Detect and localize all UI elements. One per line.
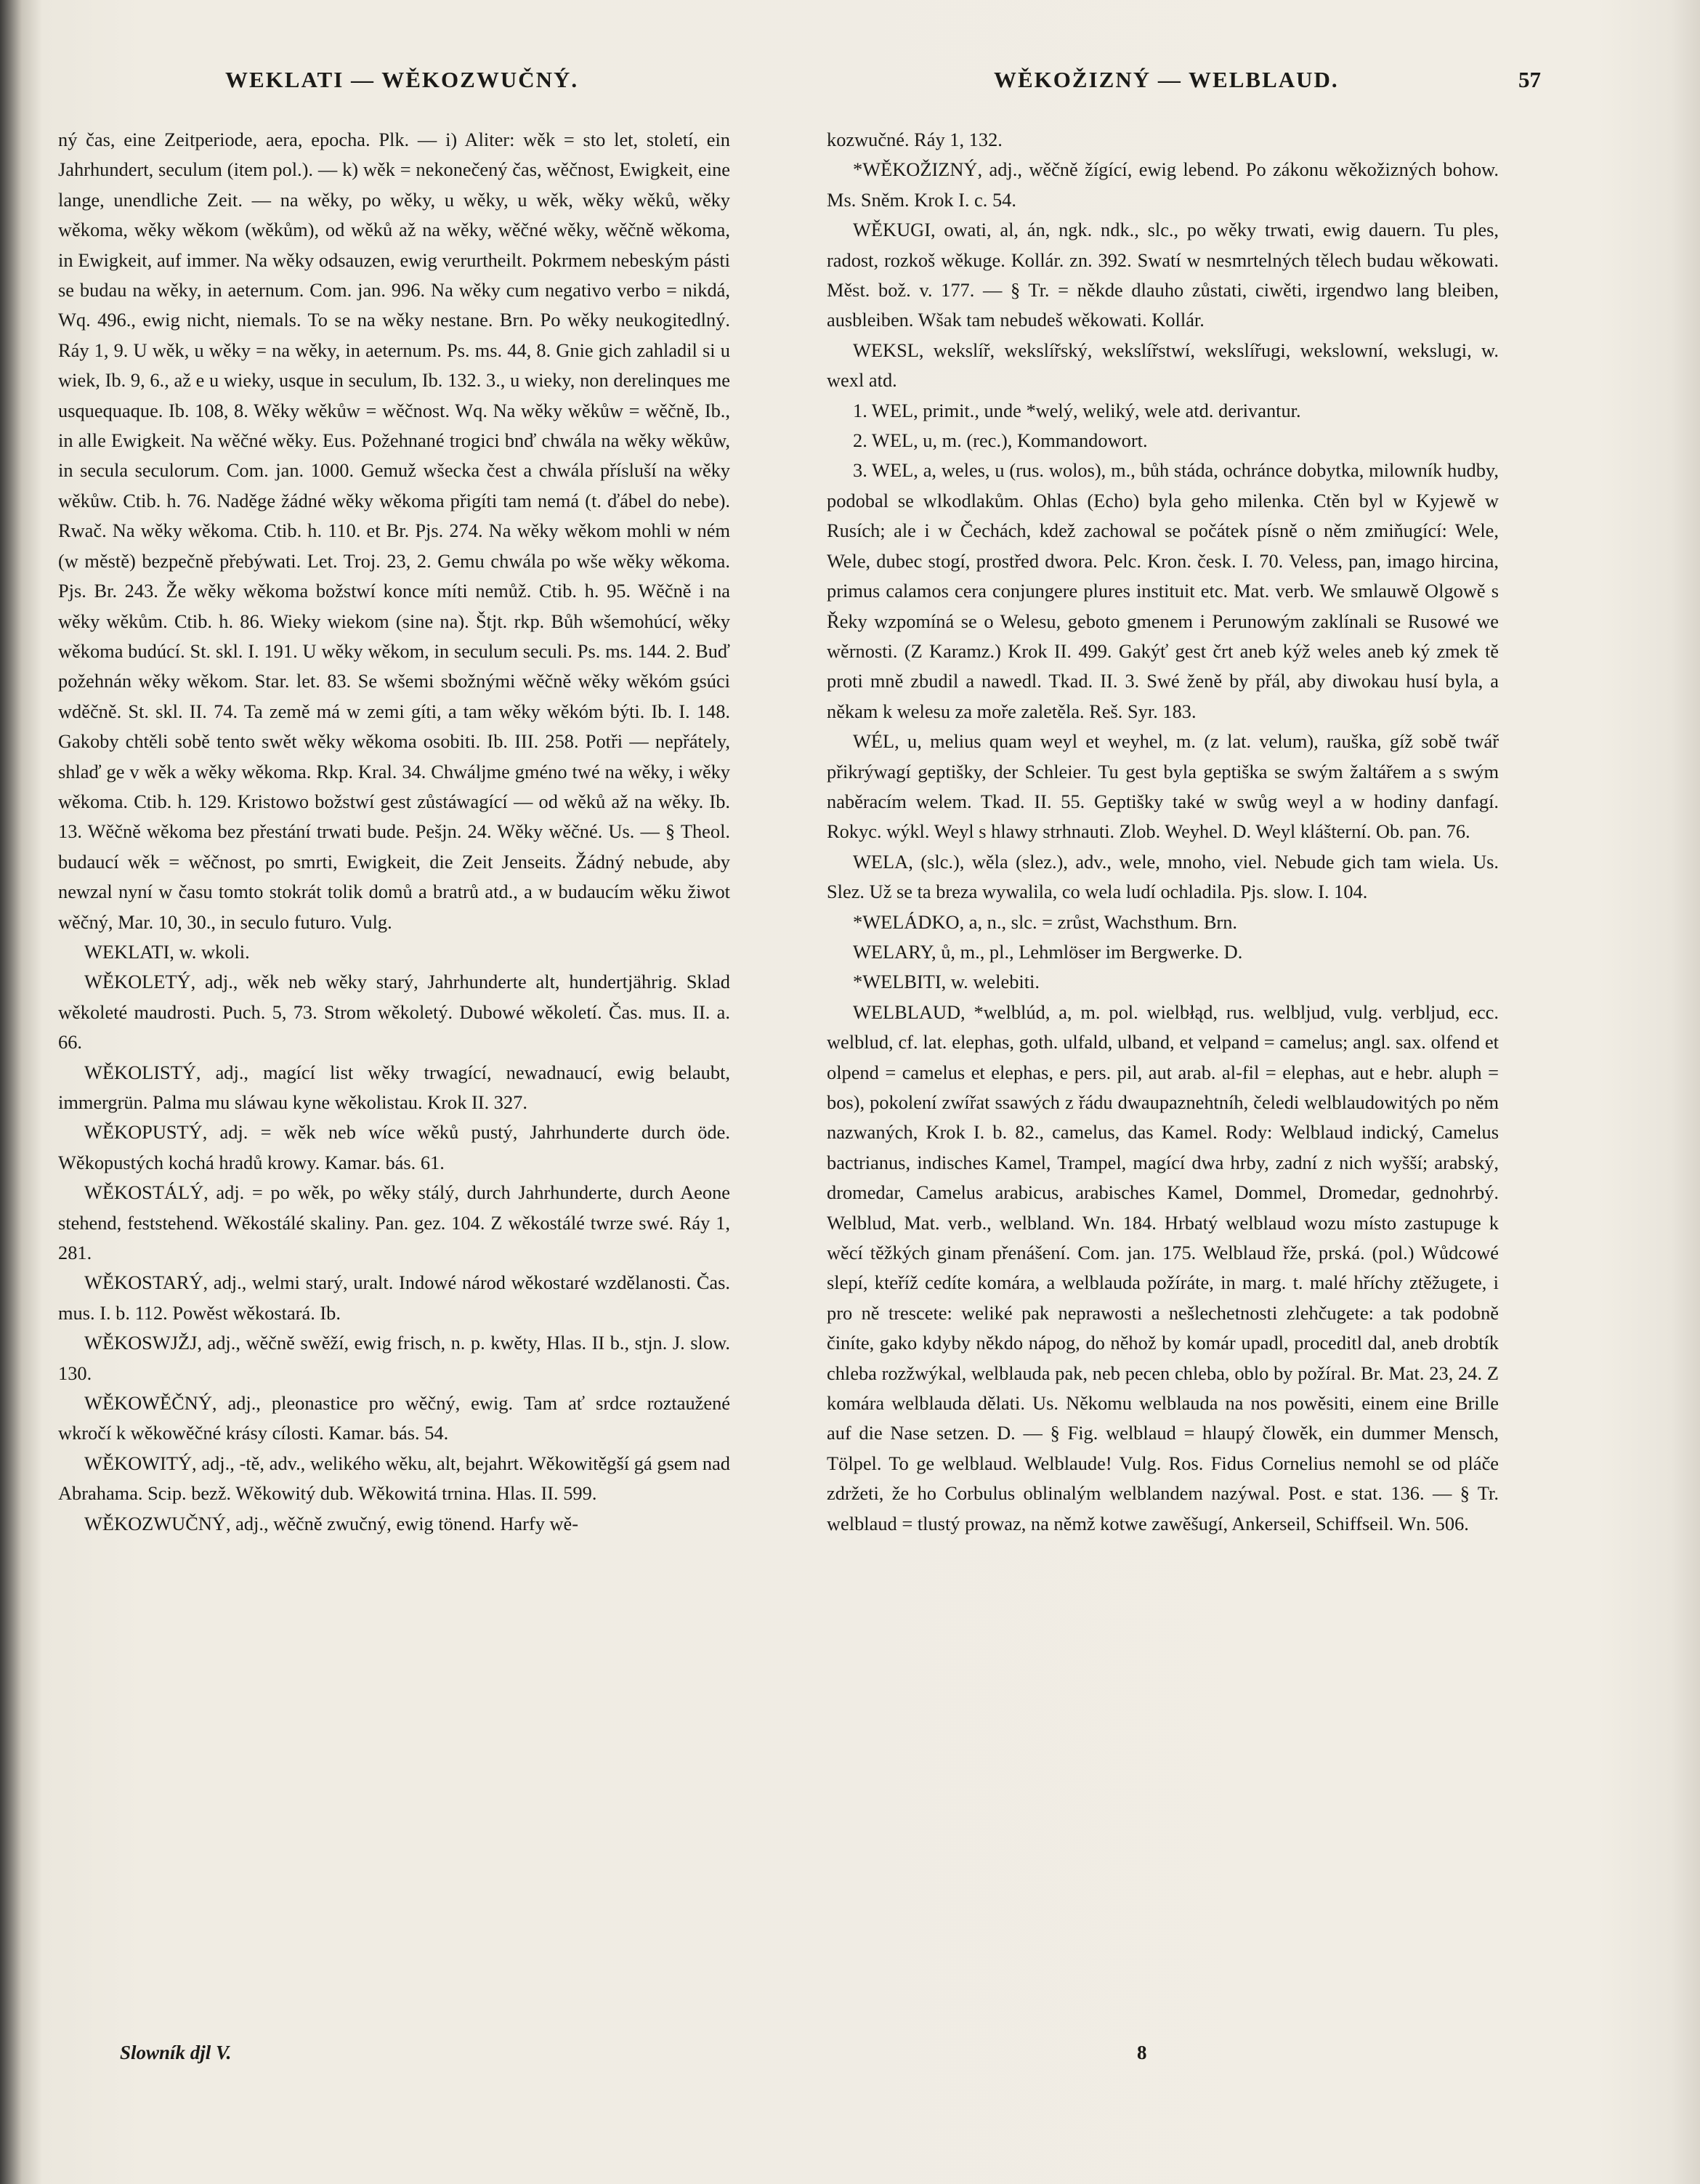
dictionary-entry: WĚKOSTARÝ, adj., welmi starý, uralt. Indowé národ wěkostaré wzdělanosti. Čas. mus. I. b. 112. Powěst wěkostará. Ib. xyxy=(58,1271,730,1324)
dictionary-entry: WĚKOLISTÝ, adj., magící list wěky trwagící, newadnaucí, ewig belaubt, immergrün. Palma mu sláwau kyne wěkolistau. Krok II. 327. xyxy=(58,1061,730,1113)
dictionary-entry: WEKSL, wekslíř, wekslířský, wekslířstwí, wekslířugi, wekslowní, wekslugi, w. wexl atd. xyxy=(827,339,1499,392)
dictionary-entry: *WELÁDKO, a, n., slc. = zrůst, Wachsthum. Brn. xyxy=(853,910,1237,933)
dictionary-entry: WÉL, u, melius quam weyl et weyhel, m. (z lat. velum), rauška, gíž sobě twář přikrýwagí geptišky, der Schleier. Tu gest byla geptiška se swým žaltářem a s swým naběracím welem. Tkad. II. 55. Geptišky také w swůg weyl a w hodiny danfagí. Rokyc. wýkl. Weyl s hlawy strhnauti. Zlob. Weyhel. D. Weyl klášterní. Ob. pan. 76. xyxy=(827,730,1499,843)
header-right-title: WĚKOŽIZNÝ — WELBLAUD. xyxy=(994,67,1339,92)
signature-mark: 8 xyxy=(1137,2042,1147,2063)
dictionary-entry: *WELBITI, w. welebiti. xyxy=(853,971,1040,993)
dictionary-entry: kozwučné. Ráy 1, 132. xyxy=(827,129,1003,150)
left-column xyxy=(58,125,730,1539)
dictionary-entry: WELARY, ů, m., pl., Lehmlöser im Bergwerke. D. xyxy=(853,940,1243,963)
page-number: 57 xyxy=(1518,67,1541,92)
dictionary-entry: WĚKOLETÝ, adj., wěk neb wěky starý, Jahrhunderte alt, hundertjährig. Sklad wěkoleté maudrosti. Puch. 5, 73. Strom wěkoletý. Dubowé wěkoletí. Čas. mus. II. a. 66. xyxy=(58,971,730,1053)
dictionary-entry: WĚKOSWJŽJ, adj., wěčně swěží, ewig frisch, n. p. kwěty, Hlas. II b., stjn. J. slow. 130. xyxy=(58,1332,730,1384)
dictionary-entry: WĚKOWITÝ, adj., -tě, adv., welikého wěku, alt, bejahrt. Wěkowitěgší gá gsem nad Abrahama. Scip. bezž. Wěkowitý dub. Wěkowitá trnina. Hlas. II. 599. xyxy=(58,1452,730,1505)
signature-label: Slowník djl V. xyxy=(120,2042,232,2063)
footer-signature xyxy=(120,2042,1147,2064)
dictionary-entry: 2. WEL, u, m. (rec.), Kommandowort. xyxy=(853,429,1148,452)
dictionary-entry: WELA, (slc.), wěla (slez.), adv., wele, mnoho, viel. Nebude gich tam wiela. Us. Slez. Už se ta breza wywalila, co wela ludí ochladila. Pjs. slow. I. 104. xyxy=(827,850,1499,903)
dictionary-entry: 1. WEL, primit., unde *welý, weliký, wele atd. derivantur. xyxy=(853,399,1301,421)
dictionary-entry: ný čas, eine Zeitperiode, aera, epocha. Plk. — i) Aliter: wěk = sto let, století, ein Jahrhundert, seculum (item pol.). — k) wěk = nekonečený čas, wěčnost, Ewigkeit, eine lange, unendliche Zeit. — na wěky, po wěky, u wěky, u wěk, wěky wěků, wěky wěkoma, wěky wěkom (wěkům), od wěků až na wěky, wěčné wěky, wěčně wěkoma, in Ewigkeit, auf immer. Na wěky odsauzen, ewig verurtheilt. Pokrmem nebeským pásti se budau na wěky, in aeternum. Com. jan. 996. Na wěky cum negativo verbo = nikdá, Wq. 496., ewig nicht, niemals. To se na wěky nestane. Brn. Po wěky neukogitedlný. Ráy 1, 9. U wěk, u wěky = na wěky, in aeternum. Ps. ms. 44, 8. Gnie gich zahladil si u wiek, Ib. 9, 6., až e u wieky, usque in seculum, Ib. 132. 3., u wieky, non derelinques me usquequaque. Ib. 108, 8. Wěky wěkůw = wěčnost. Wq. Na wěky wěkůw = wěčně, Ib., in alle Ewigkeit. Na wěčné wěky. Eus. Požehnané trogici bnď chwála na wěky wěkůw, in secula seculorum. Com. jan. 1000. Gemuž wšecka čest a chwála přísluší na wěky wěkůw. Ctib. h. 76. Naděge žádné wěky wěkoma přigíti tam nemá (t. ďábel do nebe). Rwač. Na wěky wěkoma. Ctib. h. 110. et Br. Pjs. 274. Na wěky wěkom mohli w ném (w městě) bezpečně přebýwati. Let. Troj. 23, 2. Gemu chwála po wše wěky wěkoma. Pjs. Br. 243. Že wěky wěkoma božstwí konce míti nemůž. Ctib. h. 95. Wěčně i na wěky wěkům. Ctib. h. 86. Wieky wiekom (sine na). Štjt. rkp. Bůh wšemohúcí, wěky wěkoma budúcí. St. skl. I. 191. U wěky wěkom, in seculum seculi. Ps. ms. 144. 2. Buď požehnán wěky wěkom. Star. let. 83. Se wšemi sbožnými wěčně wěky wěkóm gsúci wděčně. St. skl. II. 74. Ta země má w zemi gíti, a tam wěky wěkóm býti. Ib. I. 148. Gakoby chtěli sobě tento swět wěky wěkoma osobiti. Ib. III. 258. Potři — nepřátely, shlaď ge v wěk a wěky wěkoma. Rkp. Kral. 34. Chwáljme gméno twé na wěky, i wěky wěkoma. Ctib. h. 129. Kristowo božstwí gest zůstáwagící — od wěků až na wěky. Ib. 13. Wěčně wěkoma bez přestání trwati bude. Pešjn. 24. Wěky wěčné. Us. — § Theol. budaucí wěk = wěčnost, po smrti, Ewigkeit, die Zeit Jenseits. Žádný nebude, aby newzal nyní w času tomto stokrát tolik domů a bratrů atd., a w budaucím wěku žiwot wěčný, Mar. 10, 30., in seculo futuro. Vulg. xyxy=(58,129,730,933)
dictionary-entry: WĚKOWĚČNÝ, adj., pleonastice pro wěčný, ewig. Tam ať srdce roztaužené wkročí k wěkowěčné krásy cílosti. Kamar. bás. 54. xyxy=(58,1392,730,1444)
header-left-title: WEKLATI — WĚKOZWUČNÝ. xyxy=(225,67,579,92)
dictionary-entry: WĚKOZWUČNÝ, adj., wěčně zwučný, ewig tönend. Harfy wě- xyxy=(84,1512,579,1534)
column-gutter xyxy=(792,131,793,2020)
dictionary-entry: WĚKOSTÁLÝ, adj. = po wěk, po wěky stálý, durch Jahrhunderte, durch Aeone stehend, feststehend. Wěkostálé skaliny. Pan. gez. 104. Z wěkostálé twrze swé. Ráy 1, 281. xyxy=(58,1181,730,1264)
dictionary-entry: *WĚKOŽIZNÝ, adj., wěčně žígící, ewig lebend. Po zákonu wěkožizných bohow. Ms. Sněm. Krok I. c. 54. xyxy=(827,158,1499,211)
running-header xyxy=(124,67,1576,110)
dictionary-entry: WĚKUGI, owati, al, án, ngk. ndk., slc., po wěky trwati, ewig dauern. Tu ples, radost, rozkoš wěkuge. Kollár. zn. 392. Swatí w nesmrtelných tělech budau wěkowati. Měst. bož. v. 177. — § Tr. = někde dlauho zůstati, ciwěti, irgendwo lang bleiben, ausbleiben. Wšak tam nebudeš wěkowati. Kollár. xyxy=(827,219,1499,331)
right-column xyxy=(827,125,1499,1539)
dictionary-entry: 3. WEL, a, weles, u (rus. wolos), m., bůh stáda, ochránce dobytka, milowník hudby, podobal se wlkodlakům. Ohlas (Echo) byla geho milenka. Ctěn byl w Kyjewě w Rusích; ale i w Čechách, kdež zachowal se počátek písně o něm zmiňugící: Wele, Wele, dubec stogí, prostřed dwora. Pelc. Kron. česk. I. 70. Veless, pan, imago hircina, primus calamos cera conjungere plures instituit etc. Mat. verb. We smlauwě Olgowě s Řeky wzpomíná se o Welesu, geboto gmenem i Perunowým zaklínali se Rusowé we wěrnosti. (Z Karamz.) Krok II. 499. Gakýť gest črt aneb kýž weles aneb ký zmek tě proti mně zbudil a nawedl. Tkad. II. 3. Swé ženě by přál, aby diwokau husí byla, a někam k welesu za moře zaletěla. Reš. Syr. 183. xyxy=(827,459,1499,722)
dictionary-entry: WEKLATI, w. wkoli. xyxy=(84,940,250,963)
dictionary-entry: WĚKOPUSTÝ, adj. = wěk neb wíce wěků pustý, Jahrhunderte durch öde. Wěkopustých kochá hradů krowy. Kamar. bás. 61. xyxy=(58,1121,730,1173)
dictionary-entry: WELBLAUD, *welblúd, a, m. pol. wielbłąd, rus. welbljud, vulg. verbljud, ecc. welblud, cf. lat. elephas, goth. ulfald, ulband, et velpand = camelus; angl. sax. olfend et olpend = camelus et elephas, e pers. pil, aut arab. al-fil = elephas, aut e hebr. aluph = bos), pokolení zwířat ssawých z řádu dwaupaznehtníh, čeledi welblaudowitých po něm nazwaných, Krok I. b. 82., camelus, das Kamel. Rody: Welblaud indický, Camelus bactrianus, indisches Kamel, Trampel, magící dwa hrby, zadní z nich wyšší; arabský, dromedar, Camelus arabicus, arabisches Kamel, Dommel, Dromedar, gednohrbý. Welblud, Mat. verb., welbland. Wn. 184. Hrbatý welblaud wozu místo zastupuge k wěcí těžkých ginam přenášení. Com. jan. 175. Welblaud řže, prská. (pol.) Wůdcowé slepí, kteříž cedíte komára, a welblauda požíráte, in marg. t. malé hříchy ztěžugete, i pro ně trescete: weliké pak neprawosti a nešlechetnosti zlehčugete: a tak podobně činíte, gako kdyby někdo nápog, do něhož by komár upadl, proceditl dal, aneb drobtík chleba rozžwýkal, welblauda pak, neb pecen chleba, oblo by požíral. Br. Mat. 23, 24. Z komára welblauda dělati. Us. Někomu welblauda na nos powěsiti, einem eine Brille auf die Nase setzen. D. — § Fig. welblaud = hlaupý člowěk, ein dummer Mensch, Tölpel. To ge welblaud. Welblaude! Vulg. Ros. Fidus Cornelius nemohl se od pláče zdržeti, že ho Corbulus oblinalým welblandem nazýwal. Post. e stat. 136. — § Tr. welblaud = tlustý prowaz, na němž kotwe zawěšugí, Ankerseil, Schiffseil. Wn. 506. xyxy=(827,1000,1499,1534)
